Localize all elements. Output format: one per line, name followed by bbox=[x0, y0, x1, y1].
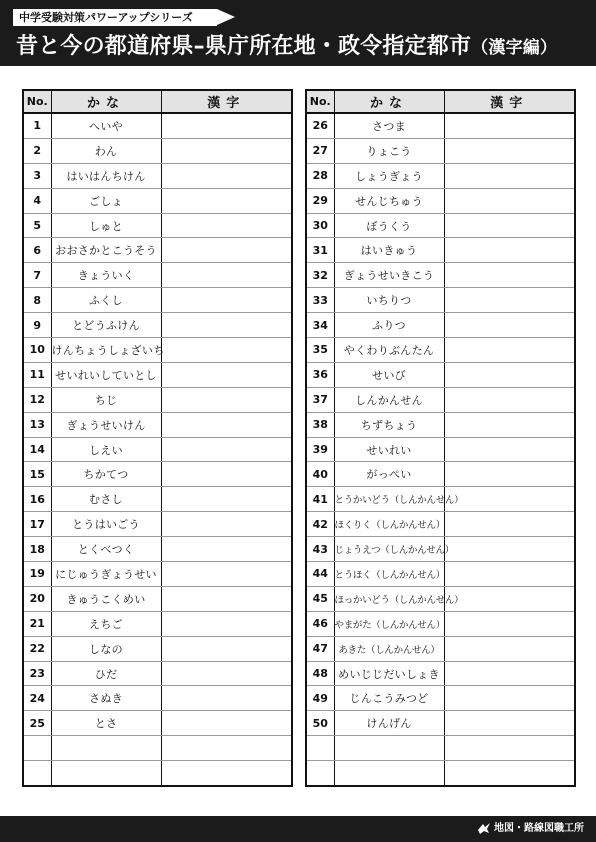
kana-cell: にじゅうぎょうせい bbox=[51, 562, 161, 587]
kana-cell: ちじ bbox=[51, 387, 161, 412]
kanji-answer-cell[interactable] bbox=[444, 188, 575, 213]
table-row bbox=[23, 562, 292, 587]
table-row bbox=[306, 213, 575, 238]
kana-cell: わん bbox=[51, 138, 161, 163]
table-row bbox=[306, 562, 575, 587]
kanji-answer-cell[interactable] bbox=[444, 711, 575, 736]
kana-cell: とうはいごう bbox=[51, 512, 161, 537]
table-row bbox=[23, 412, 292, 437]
kana-cell: けんちょうしょざいち bbox=[51, 338, 161, 363]
kanji-answer-cell[interactable] bbox=[161, 586, 292, 611]
kanji-answer-cell[interactable] bbox=[444, 163, 575, 188]
table-row bbox=[23, 113, 292, 138]
series-arrow-icon bbox=[217, 9, 235, 25]
row-number: 11 bbox=[23, 362, 51, 387]
table-row bbox=[23, 238, 292, 263]
kana-cell: はいきゅう bbox=[334, 238, 444, 263]
page-title-main: 昔と今の都道府県–県庁所在地・政令指定都市 bbox=[16, 34, 472, 59]
table-row bbox=[306, 711, 575, 736]
row-number bbox=[306, 736, 334, 761]
kana-cell: せんじちゅう bbox=[334, 188, 444, 213]
table-row bbox=[306, 736, 575, 761]
kanji-answer-cell[interactable] bbox=[444, 412, 575, 437]
row-number: 37 bbox=[306, 387, 334, 412]
table-row bbox=[23, 138, 292, 163]
table-row bbox=[23, 362, 292, 387]
kanji-answer-cell[interactable] bbox=[444, 761, 575, 786]
kanji-answer-cell[interactable] bbox=[161, 487, 292, 512]
row-number: 23 bbox=[23, 661, 51, 686]
kanji-answer-cell[interactable] bbox=[161, 512, 292, 537]
row-number: 50 bbox=[306, 711, 334, 736]
kanji-answer-cell[interactable] bbox=[444, 686, 575, 711]
row-number: 9 bbox=[23, 313, 51, 338]
kana-cell: しえい bbox=[51, 437, 161, 462]
kana-cell: きゅうこくめい bbox=[51, 586, 161, 611]
row-number: 46 bbox=[306, 611, 334, 636]
kanji-answer-cell[interactable] bbox=[444, 338, 575, 363]
kanji-answer-cell[interactable] bbox=[444, 736, 575, 761]
publisher-name: 地図・路線図職工所 bbox=[494, 823, 584, 834]
kanji-answer-cell[interactable] bbox=[161, 462, 292, 487]
kana-cell: しなの bbox=[51, 636, 161, 661]
kanji-answer-cell[interactable] bbox=[444, 562, 575, 587]
table-row bbox=[23, 163, 292, 188]
table-row bbox=[306, 288, 575, 313]
kanji-answer-cell[interactable] bbox=[161, 313, 292, 338]
table-row bbox=[23, 213, 292, 238]
row-number: 7 bbox=[23, 263, 51, 288]
table-row bbox=[306, 686, 575, 711]
kanji-answer-cell[interactable] bbox=[161, 387, 292, 412]
kanji-answer-cell[interactable] bbox=[444, 138, 575, 163]
row-number bbox=[23, 761, 51, 786]
row-number: 3 bbox=[23, 163, 51, 188]
table-row bbox=[306, 113, 575, 138]
bird-logo-icon bbox=[477, 821, 491, 835]
row-number: 15 bbox=[23, 462, 51, 487]
kana-cell: とどうふけん bbox=[51, 313, 161, 338]
row-number: 38 bbox=[306, 412, 334, 437]
kanji-answer-cell[interactable] bbox=[161, 736, 292, 761]
row-number: 13 bbox=[23, 412, 51, 437]
kana-cell: けんげん bbox=[334, 711, 444, 736]
kana-cell: いちりつ bbox=[334, 288, 444, 313]
kanji-answer-cell[interactable] bbox=[161, 761, 292, 786]
kana-cell bbox=[334, 761, 444, 786]
table-row bbox=[23, 263, 292, 288]
row-number: 44 bbox=[306, 562, 334, 587]
table-row bbox=[306, 238, 575, 263]
row-number: 30 bbox=[306, 213, 334, 238]
column-header-kana: かな bbox=[334, 90, 444, 113]
table-row bbox=[23, 537, 292, 562]
row-number: 2 bbox=[23, 138, 51, 163]
answer-grid-left bbox=[22, 89, 293, 787]
kana-cell: はいはんちけん bbox=[51, 163, 161, 188]
kanji-answer-cell[interactable] bbox=[444, 288, 575, 313]
table-header-row bbox=[23, 90, 292, 113]
kana-cell: へいや bbox=[51, 113, 161, 138]
table-row bbox=[306, 761, 575, 786]
page-footer bbox=[0, 816, 596, 842]
kanji-answer-cell[interactable] bbox=[444, 611, 575, 636]
table-row bbox=[306, 586, 575, 611]
row-number bbox=[306, 761, 334, 786]
kanji-answer-cell[interactable] bbox=[444, 213, 575, 238]
kanji-answer-cell[interactable] bbox=[444, 362, 575, 387]
kana-cell: ふりつ bbox=[334, 313, 444, 338]
table-row bbox=[23, 188, 292, 213]
table-row bbox=[306, 661, 575, 686]
kanji-answer-cell[interactable] bbox=[161, 412, 292, 437]
kana-cell: ちずちょう bbox=[334, 412, 444, 437]
row-number: 40 bbox=[306, 462, 334, 487]
left-rows bbox=[23, 113, 292, 786]
row-number: 25 bbox=[23, 711, 51, 736]
row-number: 20 bbox=[23, 586, 51, 611]
table-row bbox=[306, 263, 575, 288]
row-number: 42 bbox=[306, 512, 334, 537]
kana-cell: おおさかとこうそう bbox=[51, 238, 161, 263]
kana-cell: ぼうくう bbox=[334, 213, 444, 238]
right-answer-table bbox=[305, 89, 574, 787]
row-number: 48 bbox=[306, 661, 334, 686]
column-header-no: No. bbox=[306, 90, 334, 113]
kanji-answer-cell[interactable] bbox=[161, 636, 292, 661]
row-number: 43 bbox=[306, 537, 334, 562]
row-number: 6 bbox=[23, 238, 51, 263]
row-number: 24 bbox=[23, 686, 51, 711]
left-answer-table bbox=[22, 89, 291, 787]
kana-cell: とうかいどう（しんかんせん） bbox=[334, 487, 444, 512]
kana-cell bbox=[334, 736, 444, 761]
kana-cell: きょういく bbox=[51, 263, 161, 288]
kana-cell: えちご bbox=[51, 611, 161, 636]
table-row bbox=[23, 462, 292, 487]
kanji-answer-cell[interactable] bbox=[444, 437, 575, 462]
kana-cell: ぎょうせいけん bbox=[51, 412, 161, 437]
row-number: 8 bbox=[23, 288, 51, 313]
kana-cell: むさし bbox=[51, 487, 161, 512]
row-number: 41 bbox=[306, 487, 334, 512]
table-row bbox=[306, 437, 575, 462]
row-number: 5 bbox=[23, 213, 51, 238]
kanji-answer-cell[interactable] bbox=[444, 313, 575, 338]
table-row bbox=[23, 313, 292, 338]
table-row bbox=[306, 313, 575, 338]
kana-cell: がっぺい bbox=[334, 462, 444, 487]
kana-cell: ほっかいどう（しんかんせん） bbox=[334, 586, 444, 611]
kanji-answer-cell[interactable] bbox=[444, 636, 575, 661]
table-row bbox=[306, 537, 575, 562]
table-row bbox=[306, 462, 575, 487]
kana-cell: とうほく（しんかんせん） bbox=[334, 562, 444, 587]
table-row bbox=[23, 636, 292, 661]
table-row bbox=[23, 711, 292, 736]
table-row bbox=[306, 636, 575, 661]
kana-cell: じょうえつ（しんかんせん） bbox=[334, 537, 444, 562]
table-header-row bbox=[306, 90, 575, 113]
kanji-answer-cell[interactable] bbox=[444, 537, 575, 562]
table-row bbox=[306, 362, 575, 387]
table-row bbox=[306, 188, 575, 213]
kana-cell: せいれいしていとし bbox=[51, 362, 161, 387]
row-number: 16 bbox=[23, 487, 51, 512]
page-title-subtitle: （漢字編） bbox=[471, 38, 558, 58]
kanji-answer-cell[interactable] bbox=[444, 387, 575, 412]
page-header bbox=[0, 0, 596, 66]
kana-cell: しんかんせん bbox=[334, 387, 444, 412]
row-number: 12 bbox=[23, 387, 51, 412]
kanji-answer-cell[interactable] bbox=[444, 512, 575, 537]
row-number: 27 bbox=[306, 138, 334, 163]
row-number: 17 bbox=[23, 512, 51, 537]
kana-cell: めいじじだいしょき bbox=[334, 661, 444, 686]
row-number: 26 bbox=[306, 113, 334, 138]
kanji-answer-cell[interactable] bbox=[444, 661, 575, 686]
table-row bbox=[23, 338, 292, 363]
table-row bbox=[306, 487, 575, 512]
row-number: 36 bbox=[306, 362, 334, 387]
table-row bbox=[23, 387, 292, 412]
kana-cell: ちかてつ bbox=[51, 462, 161, 487]
publisher-logo bbox=[477, 820, 584, 838]
kana-cell: ふくし bbox=[51, 288, 161, 313]
kana-cell: さぬき bbox=[51, 686, 161, 711]
kanji-answer-cell[interactable] bbox=[161, 611, 292, 636]
kana-cell: ごしょ bbox=[51, 188, 161, 213]
kanji-answer-cell[interactable] bbox=[161, 163, 292, 188]
row-number: 10 bbox=[23, 338, 51, 363]
row-number: 29 bbox=[306, 188, 334, 213]
kana-cell: とさ bbox=[51, 711, 161, 736]
table-row bbox=[23, 586, 292, 611]
kanji-answer-cell[interactable] bbox=[444, 113, 575, 138]
table-row bbox=[306, 611, 575, 636]
kanji-answer-cell[interactable] bbox=[161, 661, 292, 686]
kanji-answer-cell[interactable] bbox=[161, 113, 292, 138]
row-number: 32 bbox=[306, 263, 334, 288]
row-number: 21 bbox=[23, 611, 51, 636]
table-row bbox=[23, 437, 292, 462]
kanji-answer-cell[interactable] bbox=[444, 238, 575, 263]
row-number: 1 bbox=[23, 113, 51, 138]
kanji-answer-cell[interactable] bbox=[444, 263, 575, 288]
kanji-answer-cell[interactable] bbox=[444, 462, 575, 487]
kana-cell: さつま bbox=[334, 113, 444, 138]
table-row bbox=[23, 661, 292, 686]
kana-cell: あきた（しんかんせん） bbox=[334, 636, 444, 661]
kanji-answer-cell[interactable] bbox=[161, 138, 292, 163]
page-title bbox=[16, 33, 557, 62]
kana-cell: せいび bbox=[334, 362, 444, 387]
table-row bbox=[23, 761, 292, 786]
table-row bbox=[23, 686, 292, 711]
table-row bbox=[306, 512, 575, 537]
kanji-answer-cell[interactable] bbox=[161, 188, 292, 213]
kanji-answer-cell[interactable] bbox=[444, 586, 575, 611]
row-number: 28 bbox=[306, 163, 334, 188]
row-number: 14 bbox=[23, 437, 51, 462]
series-label: 中学受験対策パワーアップシリーズ bbox=[13, 9, 217, 26]
kana-cell: せいれい bbox=[334, 437, 444, 462]
column-header-kanji: 漢字 bbox=[444, 90, 575, 113]
column-header-kana: かな bbox=[51, 90, 161, 113]
row-number: 31 bbox=[306, 238, 334, 263]
kanji-answer-cell[interactable] bbox=[161, 686, 292, 711]
table-row bbox=[23, 611, 292, 636]
kanji-answer-cell[interactable] bbox=[161, 263, 292, 288]
answer-grid-right bbox=[305, 89, 576, 787]
table-row bbox=[306, 338, 575, 363]
kanji-answer-cell[interactable] bbox=[161, 338, 292, 363]
table-row bbox=[23, 512, 292, 537]
table-row bbox=[306, 163, 575, 188]
kana-cell: やまがた（しんかんせん） bbox=[334, 611, 444, 636]
kanji-answer-cell[interactable] bbox=[161, 562, 292, 587]
right-rows bbox=[306, 113, 575, 786]
kana-cell: とくべつく bbox=[51, 537, 161, 562]
kanji-answer-cell[interactable] bbox=[161, 288, 292, 313]
kana-cell bbox=[51, 761, 161, 786]
table-row bbox=[23, 736, 292, 761]
column-header-no: No. bbox=[23, 90, 51, 113]
row-number: 49 bbox=[306, 686, 334, 711]
kanji-answer-cell[interactable] bbox=[161, 238, 292, 263]
row-number bbox=[23, 736, 51, 761]
kana-cell: ほくりく（しんかんせん） bbox=[334, 512, 444, 537]
kana-cell: りょこう bbox=[334, 138, 444, 163]
table-row bbox=[306, 138, 575, 163]
row-number: 18 bbox=[23, 537, 51, 562]
kanji-answer-cell[interactable] bbox=[161, 213, 292, 238]
kanji-answer-cell[interactable] bbox=[161, 537, 292, 562]
row-number: 39 bbox=[306, 437, 334, 462]
row-number: 34 bbox=[306, 313, 334, 338]
kana-cell: ひだ bbox=[51, 661, 161, 686]
kanji-answer-cell[interactable] bbox=[161, 437, 292, 462]
column-header-kanji: 漢字 bbox=[161, 90, 292, 113]
row-number: 22 bbox=[23, 636, 51, 661]
kana-cell: しゅと bbox=[51, 213, 161, 238]
kanji-answer-cell[interactable] bbox=[444, 487, 575, 512]
kana-cell: ぎょうせいきこう bbox=[334, 263, 444, 288]
table-row bbox=[23, 487, 292, 512]
kana-cell: しょうぎょう bbox=[334, 163, 444, 188]
row-number: 45 bbox=[306, 586, 334, 611]
table-row bbox=[23, 288, 292, 313]
kanji-answer-cell[interactable] bbox=[161, 711, 292, 736]
row-number: 33 bbox=[306, 288, 334, 313]
table-row bbox=[306, 387, 575, 412]
kana-cell: やくわりぶんたん bbox=[334, 338, 444, 363]
kana-cell bbox=[51, 736, 161, 761]
kana-cell: じんこうみつど bbox=[334, 686, 444, 711]
row-number: 19 bbox=[23, 562, 51, 587]
row-number: 35 bbox=[306, 338, 334, 363]
row-number: 47 bbox=[306, 636, 334, 661]
row-number: 4 bbox=[23, 188, 51, 213]
table-row bbox=[306, 412, 575, 437]
kanji-answer-cell[interactable] bbox=[161, 362, 292, 387]
